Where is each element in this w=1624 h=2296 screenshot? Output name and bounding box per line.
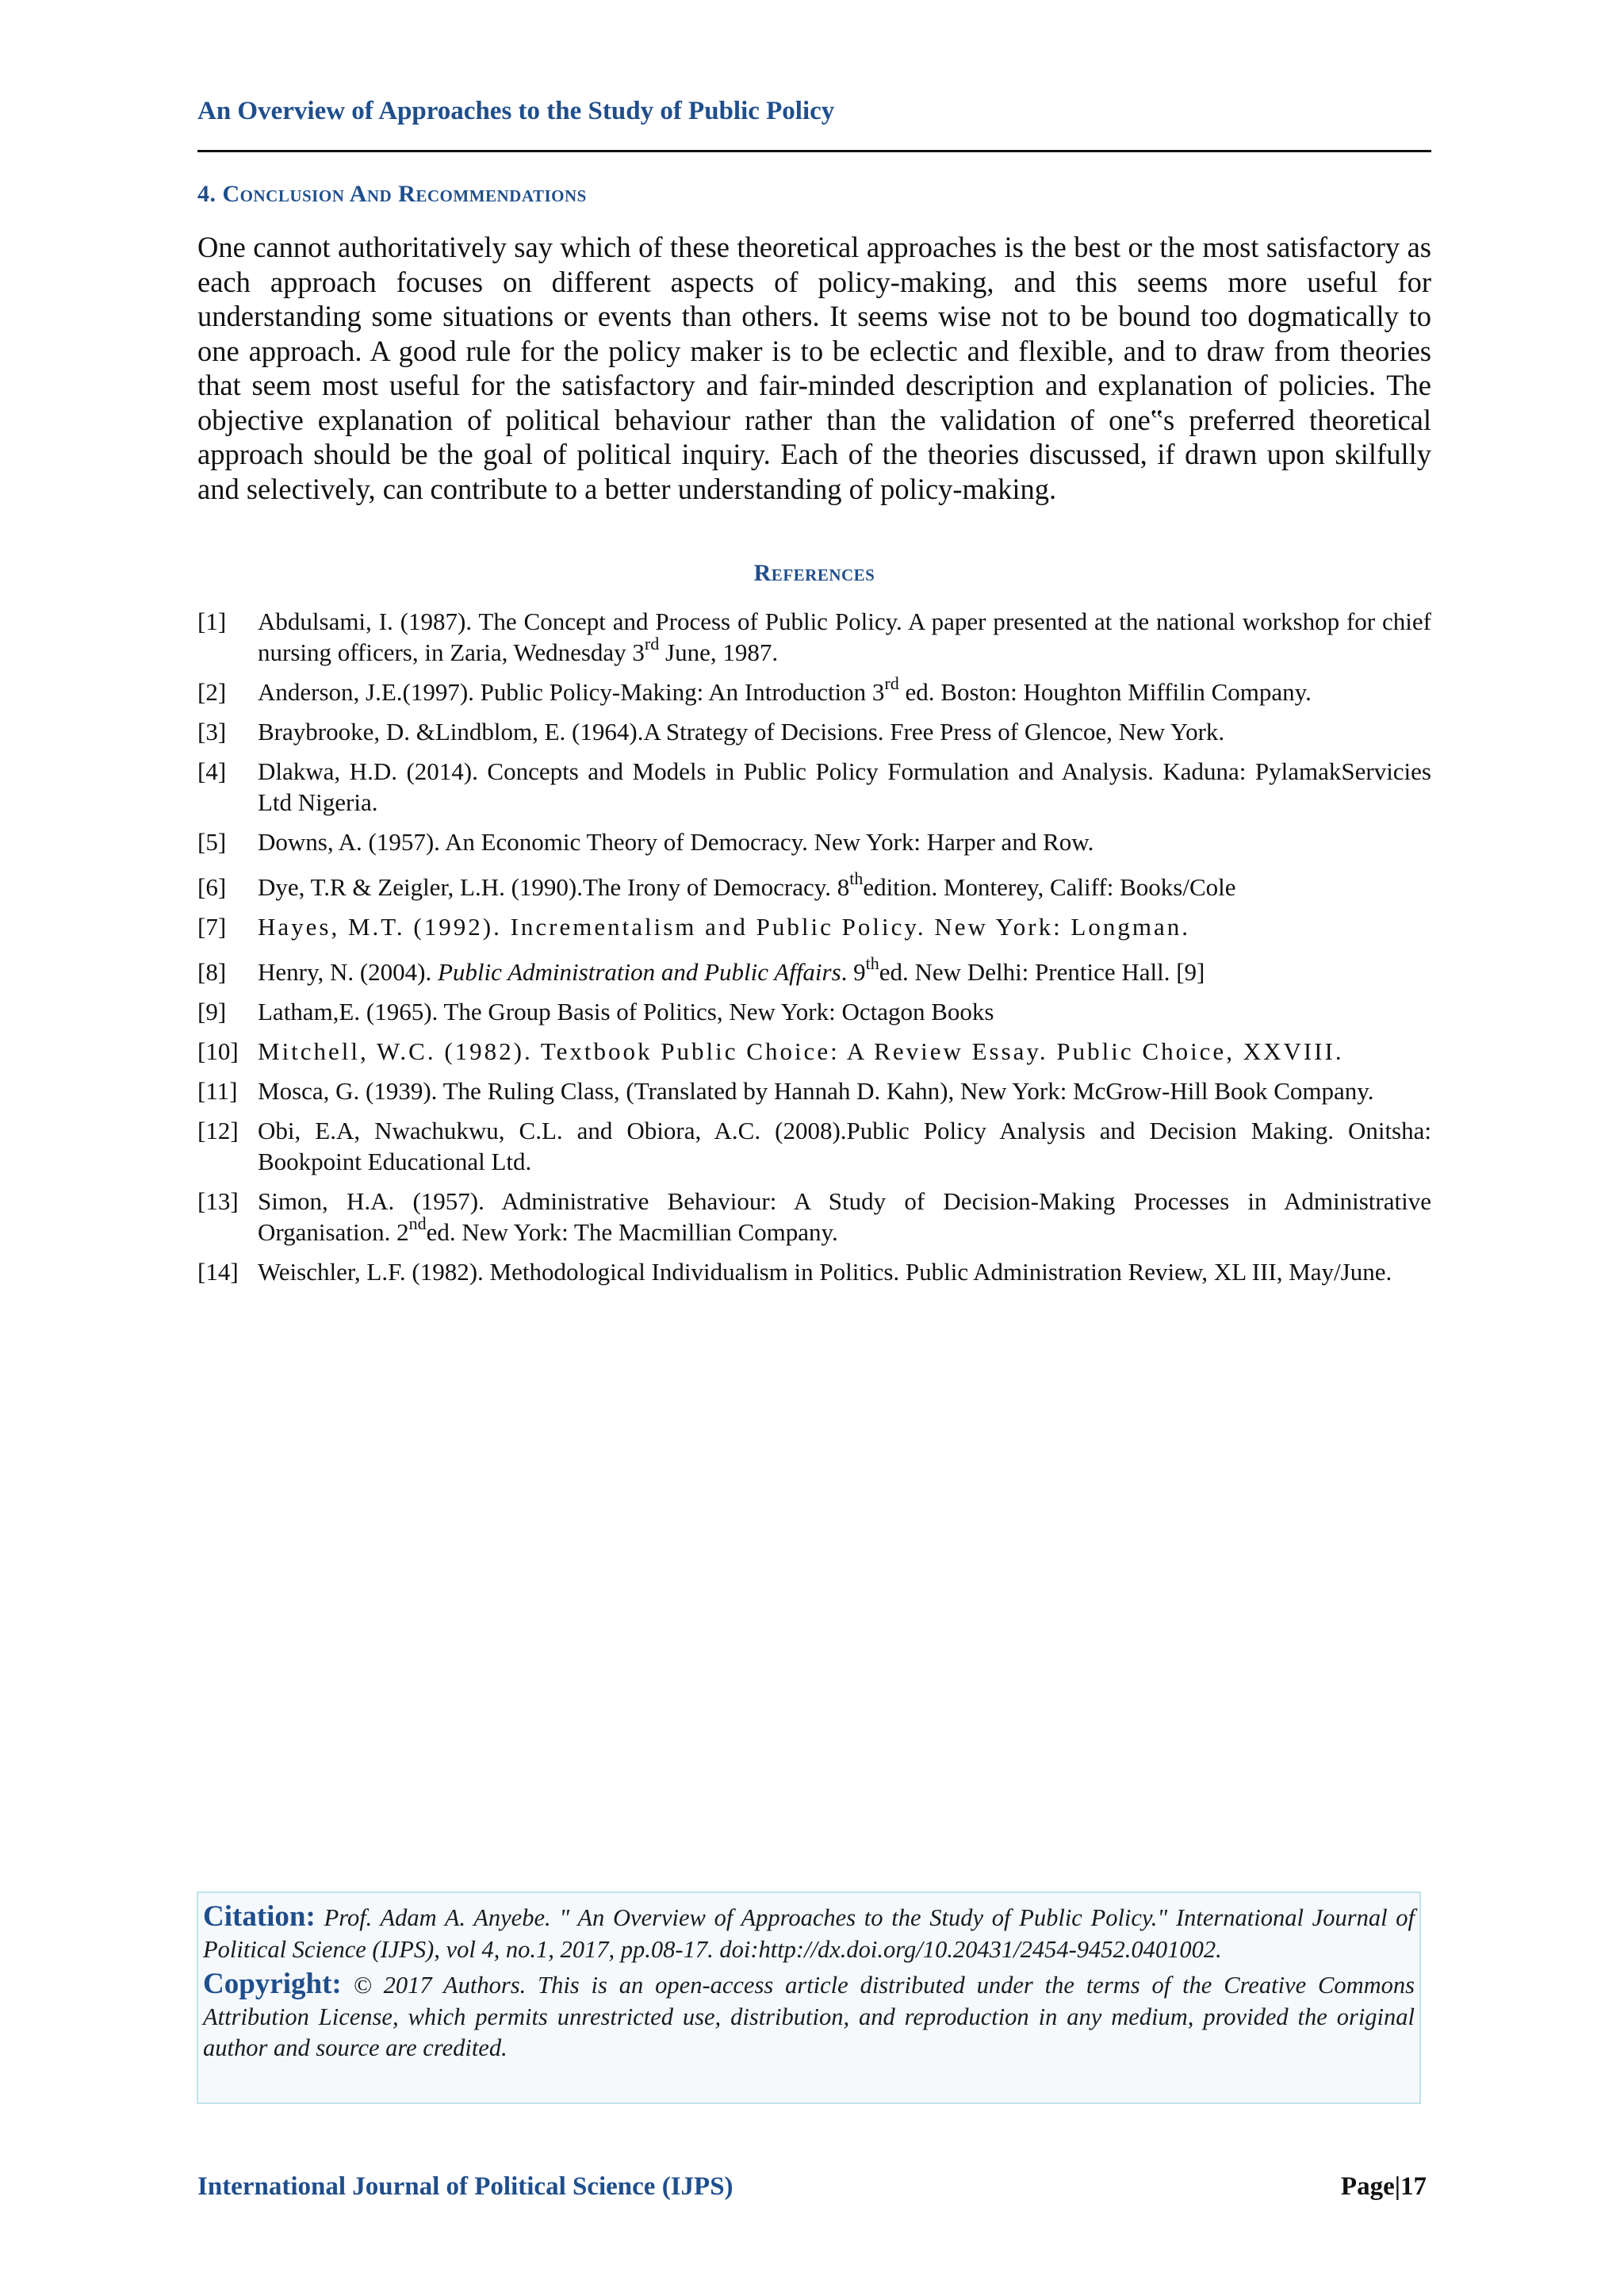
references-heading: References [753, 560, 875, 586]
reference-item [197, 756, 1431, 818]
reference-number: [9] [197, 998, 227, 1025]
reference-number: [4] [197, 757, 227, 785]
reference-text: Mitchell, W.C. (1982). Textbook Public Choice: A Review Essay. Public Choice, XXVIII. [258, 1037, 1344, 1065]
reference-text: Braybrooke, D. &Lindblom, E. (1964).A Strategy of Decisions. Free Press of Glencoe, New York. [258, 718, 1225, 746]
reference-number: [11] [197, 1077, 238, 1105]
footer-page-number: Page|17 [1340, 2172, 1427, 2201]
footer-journal: International Journal of Political Science (IJPS) [197, 2172, 733, 2201]
section-title: Conclusion And Recommendations [222, 181, 587, 207]
reference-text: Downs, A. (1957). An Economic Theory of Democracy. New York: Harper and Row. [258, 828, 1094, 856]
reference-text: Dlakwa, H.D. (2014). Concepts and Models in Public Policy Formulation and Analysis. Kaduna: PylamakServicies Ltd Nigeria. [258, 757, 1431, 816]
reference-text: Obi, E.A, Nwachukwu, C.L. and Obiora, A.C. (2008).Public Policy Analysis and Decision Making. Onitsha: Bookpoint Educational Ltd. [258, 1117, 1431, 1175]
citation-paragraph [203, 1901, 1415, 1965]
reference-item [197, 1115, 1431, 1177]
reference-number: [14] [197, 1258, 239, 1286]
reference-text: Dye, T.R & Zeigler, L.H. (1990).The Irony of Democracy. 8thedition. Monterey, Califf: Books/Cole [258, 868, 1236, 901]
citation-text: Prof. Adam A. Anyebe. " An Overview of Approaches to the Study of Public Policy." International Journal of Political Science (IJPS), vol 4, no.1, 2017, pp.08-17. doi:http://dx.doi.org/10.20431/2454-9452.0401002. [203, 1904, 1415, 1963]
conclusion-paragraph: One cannot authoritatively say which of these theoretical approaches is the best or the most satisfactory as each approach focuses on different aspects of policy-making, and this seems more useful for understanding some situations or events than others. It seems wise not to be bound too dogmatically to one approach. A good rule for the policy maker is to be eclectic and flexible, and to draw from theories that seem most useful for the satisfactory and fair-minded description and explanation of policies. The objective explanation of political behaviour rather than the validation of one‟s preferred theoretical approach should be the goal of political inquiry. Each of the theories discussed, if drawn upon skilfully and selectively, can contribute to a better understanding of policy-making. [197, 231, 1431, 505]
reference-text: Henry, N. (2004). Public Administration and Public Affairs. 9thed. New Delhi: Prentice Hall. [9] [258, 953, 1205, 986]
copyright-label: Copyright: [203, 1968, 342, 2000]
reference-item [197, 826, 1431, 857]
citation-label: Citation: [203, 1900, 316, 1933]
reference-text: Anderson, J.E.(1997). Public Policy-Making: An Introduction 3rd ed. Boston: Houghton Miffilin Company. [258, 673, 1312, 706]
reference-number: [13] [197, 1187, 239, 1215]
reference-text: Simon, H.A. (1957). Administrative Behaviour: A Study of Decision-Making Processes in Administrative Organisation. 2nded. New York: The Macmillian Company. [258, 1187, 1431, 1246]
section-number: 4. [197, 181, 216, 207]
reference-number: [7] [197, 913, 227, 941]
reference-item [197, 1075, 1431, 1106]
copyright-paragraph [203, 1968, 1415, 2064]
reference-text: Mosca, G. (1939). The Ruling Class, (Translated by Hannah D. Kahn), New York: McGrow-Hill Book Company. [258, 1077, 1374, 1105]
reference-number: [5] [197, 828, 227, 856]
header-rule [197, 150, 1431, 152]
reference-number: [6] [197, 873, 227, 901]
reference-number: [12] [197, 1117, 239, 1144]
reference-item [197, 911, 1431, 942]
reference-list [197, 606, 1431, 1296]
reference-item [197, 606, 1431, 668]
reference-text: Hayes, M.T. (1992). Incrementalism and Public Policy. New York: Longman. [258, 913, 1190, 941]
reference-number: [8] [197, 958, 227, 986]
running-header: An Overview of Approaches to the Study of Public Policy [197, 97, 835, 125]
reference-text: Abdulsami, I. (1987). The Concept and Process of Public Policy. A paper presented at the national workshop for chief nursing officers, in Zaria, Wednesday 3rd June, 1987. [258, 608, 1431, 666]
section-heading [197, 181, 1431, 208]
reference-item [197, 1186, 1431, 1248]
reference-number: [3] [197, 718, 227, 746]
reference-item [197, 673, 1431, 707]
reference-number: [1] [197, 608, 227, 635]
reference-number: [2] [197, 678, 227, 706]
reference-item [197, 1256, 1431, 1287]
citation-box [197, 1892, 1421, 2104]
reference-item [197, 868, 1431, 903]
reference-item [197, 953, 1431, 987]
reference-item [197, 1036, 1431, 1067]
reference-text: Weischler, L.F. (1982). Methodological Individualism in Politics. Public Administration Review, XL III, May/June. [258, 1258, 1392, 1286]
reference-item [197, 996, 1431, 1027]
copyright-text: © 2017 Authors. This is an open-access article distributed under the terms of the Creative Commons Attribution License, which permits unrestricted use, distribution, and reproduction in any medium, provided the original author and source are credited. [203, 1972, 1415, 2061]
reference-number: [10] [197, 1037, 239, 1065]
reference-text: Latham,E. (1965). The Group Basis of Politics, New York: Octagon Books [258, 998, 994, 1025]
reference-item [197, 716, 1431, 747]
